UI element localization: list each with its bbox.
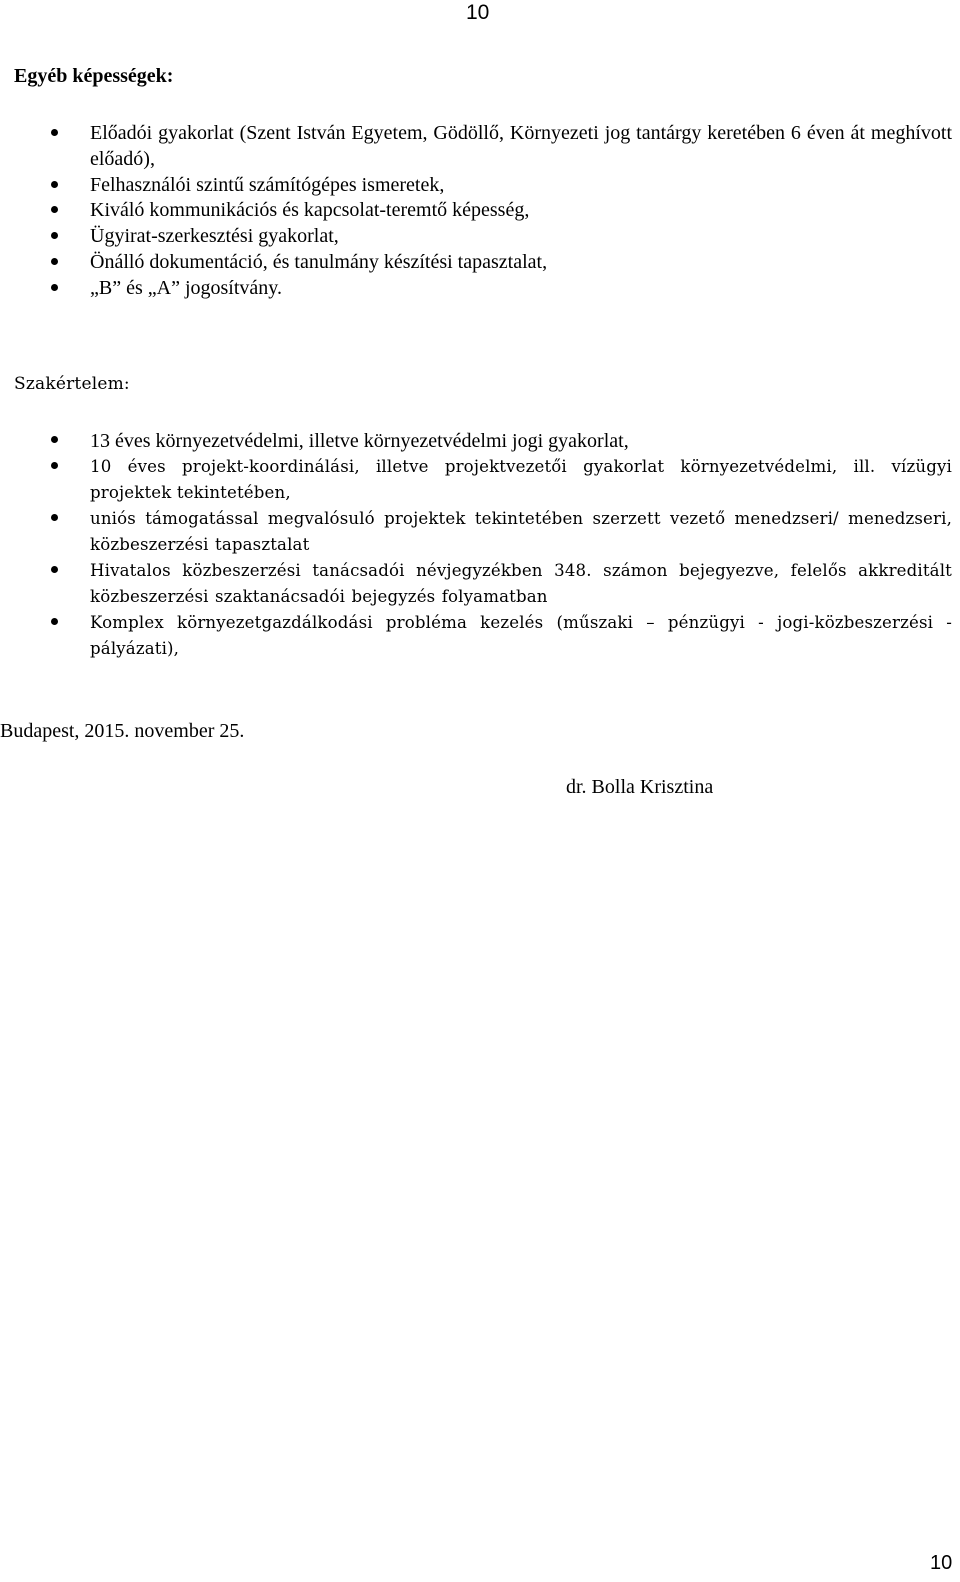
bullet-icon [51, 129, 58, 136]
section-heading-other-skills: Egyéb képességek: [14, 65, 174, 87]
bullet-icon [51, 284, 58, 291]
bullet-icon [51, 462, 58, 469]
bullet-icon [51, 566, 58, 573]
section-heading-expertise: Szakértelem: [14, 374, 130, 394]
list-item: Ügyirat-szerkesztési gyakorlat, [0, 224, 960, 250]
list-item: 13 éves környezetvédelmi, illetve környezetvédelmi jogi gyakorlat, [0, 428, 960, 454]
bullet-icon [51, 206, 58, 213]
bullet-icon [51, 514, 58, 521]
bullet-icon [51, 436, 58, 443]
list-item: Kiváló kommunikációs és kapcsolat-teremtő képesség, [0, 198, 960, 224]
list-item: Komplex környezetgazdálkodási probléma kezelés (műszaki – pénzügyi - jogi-közbeszerzési - pályázati), [0, 610, 960, 662]
bullet-icon [51, 618, 58, 625]
signature-name: dr. Bolla Krisztina [566, 776, 714, 798]
bullet-icon [51, 232, 58, 239]
bullet-icon [51, 258, 58, 265]
list-item: 10 éves projekt-koordinálási, illetve projektvezetői gyakorlat környezetvédelmi, ill. vízügyi projektek tekintetében, [0, 454, 960, 506]
page-number-top: 10 [466, 1, 490, 24]
list-item: Előadói gyakorlat (Szent István Egyetem, Gödöllő, Környezeti jog tantárgy keretében 6 éven át meghívott előadó), [0, 121, 960, 173]
list-item: uniós támogatással megvalósuló projektek tekintetében szerzett vezető menedzseri/ menedzseri, közbeszerzési tapasztalat [0, 506, 960, 558]
page-number-bottom: 10 [930, 1552, 953, 1574]
expertise-list [0, 428, 960, 662]
list-item: Felhasználói szintű számítógépes ismeretek, [0, 173, 960, 199]
bullet-icon [51, 181, 58, 188]
list-item: Önálló dokumentáció, és tanulmány készítési tapasztalat, [0, 250, 960, 276]
list-item: „B” és „A” jogosítvány. [0, 276, 960, 302]
list-item: Hivatalos közbeszerzési tanácsadói névjegyzékben 348. számon bejegyezve, felelős akkreditált közbeszerzési szaktanácsadói bejegyzés folyamatban [0, 558, 960, 610]
other-skills-list [0, 121, 960, 302]
place-and-date: Budapest, 2015. november 25. [0, 720, 245, 742]
